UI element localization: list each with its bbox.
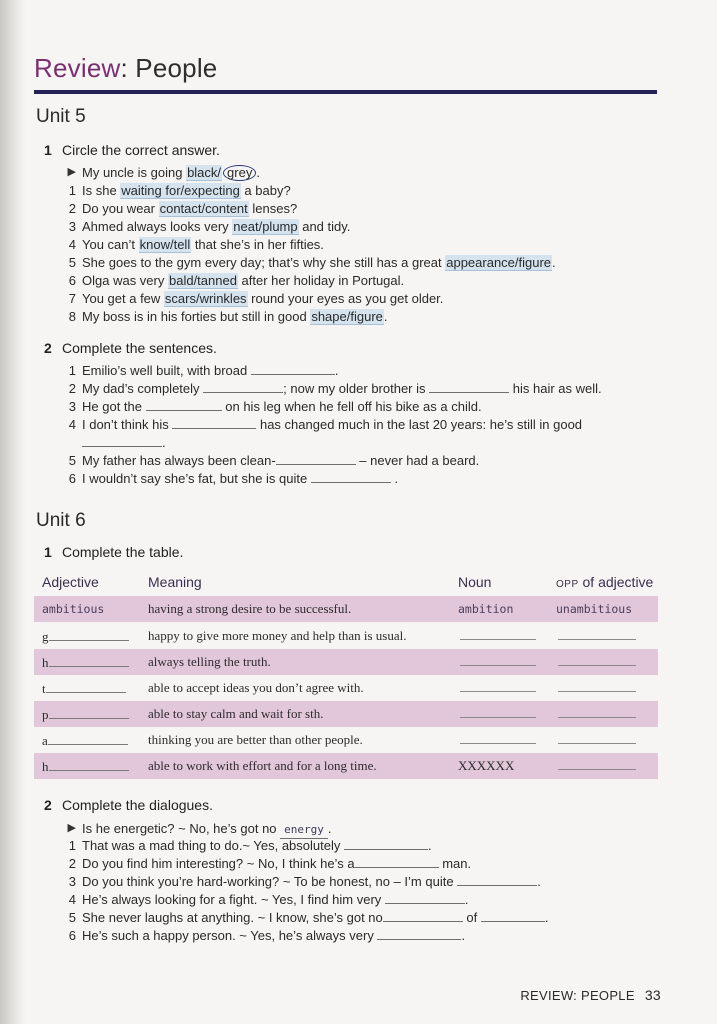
opposite-blank[interactable] xyxy=(558,717,636,718)
answer-blank[interactable] xyxy=(49,706,129,719)
item-number: 8 xyxy=(68,309,76,324)
table-row xyxy=(34,753,658,779)
adjective-first-letter: h xyxy=(42,759,49,774)
sentence-text: that she’s in her fifties. xyxy=(191,237,324,252)
meaning-cell: happy to give more money and help than is usual. xyxy=(148,628,407,643)
exercise-number: 1 xyxy=(44,544,52,560)
sentence-text: lenses? xyxy=(248,201,298,216)
sentence-text: She never laughs at anything. ~ I know, she’s got no xyxy=(82,910,383,925)
item-number: 4 xyxy=(68,237,76,252)
meaning-cell: able to work with effort and for a long time. xyxy=(148,758,377,773)
item-number: 4 xyxy=(68,417,76,432)
answer-options[interactable]: scars/wrinkles xyxy=(164,291,247,306)
noun-cell: XXXXXX xyxy=(458,758,515,773)
opposite-cell: unambitious xyxy=(556,602,633,616)
sentence-text: I don’t think his xyxy=(82,417,169,432)
table-row xyxy=(34,675,658,701)
answer-blank[interactable] xyxy=(146,398,222,411)
opp-rest: of adjective xyxy=(578,574,654,590)
adjective-cell[interactable] xyxy=(42,680,126,697)
item-number: 2 xyxy=(68,381,76,396)
sentence-text: Do you think you’re hard-working? ~ To be honest, no – I’m quite xyxy=(82,874,454,889)
table-row xyxy=(34,649,658,675)
page-title-first-word: Review xyxy=(34,53,121,83)
sentence-text: a baby? xyxy=(240,183,291,198)
meaning-cell: always telling the truth. xyxy=(148,654,271,669)
handwritten-answer[interactable]: energy xyxy=(280,825,328,839)
sentence-text: . xyxy=(464,892,469,907)
adjective-cell[interactable] xyxy=(42,706,129,723)
item-number: 6 xyxy=(68,928,76,943)
sentence-text: Do you find him interesting? ~ No, I think he’s a xyxy=(82,856,355,871)
unit6-ex1-heading xyxy=(44,544,183,560)
footer-section-label: REVIEW: PEOPLE xyxy=(520,988,635,1003)
table-row xyxy=(34,596,658,622)
meaning-cell: able to stay calm and wait for sth. xyxy=(148,706,324,721)
item-number: 6 xyxy=(68,471,76,486)
answer-blank[interactable] xyxy=(383,909,463,922)
item-number: 5 xyxy=(68,910,76,925)
sentence-text: . xyxy=(537,874,541,889)
sentence-text: Do you wear xyxy=(82,201,159,216)
item-number: 5 xyxy=(68,453,76,468)
answer-blank[interactable] xyxy=(429,380,509,393)
sentence-text: My dad’s completely xyxy=(82,381,200,396)
sentence-text: . xyxy=(327,821,332,836)
item-number: 3 xyxy=(68,219,76,234)
answer-blank[interactable] xyxy=(49,654,129,667)
sentence-text: . xyxy=(394,471,399,486)
item-number: 3 xyxy=(68,399,76,414)
sentence-text: Emilio’s well built, with broad xyxy=(82,363,248,378)
table-row xyxy=(34,701,658,727)
answer-blank[interactable] xyxy=(355,855,439,868)
sentence-text: – never had a beard. xyxy=(359,453,480,468)
adjective-first-letter: t xyxy=(42,681,46,696)
sentence-text: round your eyes as you get older. xyxy=(247,291,444,306)
answer-blank[interactable] xyxy=(344,837,428,850)
sentence-text: Olga was very xyxy=(82,273,168,288)
adjective-cell: ambitious xyxy=(42,602,105,616)
sentence-text: You get a few xyxy=(82,291,164,306)
item-number: 1 xyxy=(68,838,76,853)
item-number: 6 xyxy=(68,273,76,288)
answer-blank[interactable] xyxy=(377,927,461,940)
sentence-text: My father has always been clean- xyxy=(82,453,276,468)
sentence-text: . xyxy=(383,309,388,324)
exercise-number: 2 xyxy=(44,340,52,356)
opposite-blank[interactable] xyxy=(558,639,636,640)
sentence-text: Ahmed always looks very xyxy=(82,219,233,234)
answer-blank[interactable] xyxy=(276,452,356,465)
exercise-number: 1 xyxy=(44,142,52,158)
sentence-text: He got the xyxy=(82,399,142,414)
noun-blank[interactable] xyxy=(460,717,536,718)
sentence-text: and tidy. xyxy=(298,219,351,234)
answer-options[interactable]: shape/figure xyxy=(311,309,383,324)
unit6-heading: Unit 6 xyxy=(36,510,86,531)
answer-blank[interactable] xyxy=(457,873,537,886)
sentence-text: Is he energetic? ~ No, he’s got no xyxy=(82,821,277,836)
unit5-ex2-heading xyxy=(44,340,217,356)
adjective-first-letter: p xyxy=(42,707,49,722)
sentence-text: . xyxy=(544,910,549,925)
noun-blank[interactable] xyxy=(460,691,536,692)
page-title xyxy=(34,53,217,84)
exercise-number: 2 xyxy=(44,797,52,813)
sentence-text: . xyxy=(256,165,260,180)
sentence-text: My uncle is going xyxy=(82,165,187,180)
sentence-text: He’s always looking for a fight. ~ Yes, I find him very xyxy=(82,892,382,907)
sentence-text: Is she xyxy=(82,183,121,198)
adjective-cell[interactable] xyxy=(42,628,129,645)
sentence-text: of xyxy=(466,910,478,925)
meaning-cell: having a strong desire to be successful. xyxy=(148,601,352,616)
answer-blank[interactable] xyxy=(251,362,335,375)
sentence-text: on his leg when he fell off his bike as a child. xyxy=(225,399,482,414)
sentence-text: ; now my older brother is xyxy=(283,381,426,396)
exercise-instruction: Complete the sentences. xyxy=(62,340,217,356)
example-marker-icon: ▶ xyxy=(67,822,76,834)
sentence-text: You can’t xyxy=(82,237,139,252)
opposite-blank[interactable] xyxy=(558,743,636,744)
item-number: 1 xyxy=(68,183,76,198)
sentence-text: has changed much in the last 20 years: he’s still in good xyxy=(259,417,583,432)
sentence-text: . xyxy=(552,255,556,270)
sentence-text: My boss is in his forties but still in good xyxy=(82,309,311,324)
noun-cell: ambition xyxy=(458,602,514,616)
answer-blank[interactable] xyxy=(49,628,129,641)
adjective-cell[interactable] xyxy=(42,654,129,671)
page-title-rest: : People xyxy=(120,53,218,83)
sentence-text: his hair as well. xyxy=(512,381,602,396)
sentence-text: man. xyxy=(442,856,472,871)
sentence-text: I wouldn’t say she’s fat, but she is quite xyxy=(82,471,308,486)
unit6-ex2-heading xyxy=(44,797,213,813)
column-header-noun: Noun xyxy=(458,574,492,590)
sentence-text: . xyxy=(162,435,166,450)
item-number: 5 xyxy=(68,255,76,270)
circled-answer[interactable]: grey xyxy=(223,165,256,181)
answer-blank[interactable] xyxy=(49,758,129,771)
answer-blank[interactable] xyxy=(48,732,128,745)
sentence-text: That was a mad thing to do.~ Yes, absolutely xyxy=(82,838,341,853)
answer-options[interactable]: neat/plump xyxy=(233,219,298,234)
exercise-instruction: Complete the dialogues. xyxy=(62,797,213,813)
column-header-opposite xyxy=(556,574,653,590)
item-number: 1 xyxy=(68,363,76,378)
noun-blank[interactable] xyxy=(460,665,536,666)
adjective-cell[interactable] xyxy=(42,732,128,749)
item-number: 2 xyxy=(68,856,76,871)
answer-blank[interactable] xyxy=(172,416,256,429)
answer-blank[interactable] xyxy=(385,891,465,904)
item-number: 2 xyxy=(68,201,76,216)
unit5-ex2-item-4-continued xyxy=(82,434,166,451)
meaning-cell: thinking you are better than other people. xyxy=(148,732,363,747)
answer-options[interactable]: appearance/figure xyxy=(446,255,552,270)
meaning-cell: able to accept ideas you don’t agree with. xyxy=(148,680,364,695)
opposite-blank[interactable] xyxy=(558,665,636,666)
item-number: 3 xyxy=(68,874,76,889)
opposite-blank[interactable] xyxy=(558,769,636,770)
answer-options[interactable]: bald/tanned xyxy=(168,273,237,288)
column-header-meaning: Meaning xyxy=(148,574,202,590)
answer-options[interactable]: know/tell xyxy=(139,237,191,252)
sentence-text: She goes to the gym every day; that’s why she still has a great xyxy=(82,255,446,270)
answer-blank[interactable] xyxy=(481,909,545,922)
exercise-instruction: Complete the table. xyxy=(62,544,184,560)
example-marker-icon: ▶ xyxy=(67,166,76,178)
answer-blank[interactable] xyxy=(46,680,126,693)
unit5-ex1-heading xyxy=(44,142,220,158)
title-rule xyxy=(34,90,657,94)
page-footer xyxy=(520,987,661,1003)
adjective-cell[interactable] xyxy=(42,758,129,775)
sentence-text: . xyxy=(428,838,432,853)
item-number: 7 xyxy=(68,291,76,306)
page-number: 33 xyxy=(644,987,661,1003)
opp-abbrev: OPP xyxy=(556,579,579,590)
item-number: 4 xyxy=(68,892,76,907)
answer-options[interactable]: waiting for/expecting xyxy=(121,183,240,198)
noun-blank[interactable] xyxy=(460,743,536,744)
sentence-text: . xyxy=(461,928,466,943)
noun-blank[interactable] xyxy=(460,639,536,640)
answer-options[interactable]: contact/content xyxy=(159,201,248,216)
answer-options[interactable]: black/ xyxy=(187,165,222,180)
column-header-adjective: Adjective xyxy=(42,574,99,590)
table-row xyxy=(34,623,658,649)
sentence-text: after her holiday in Portugal. xyxy=(237,273,405,288)
adjective-first-letter: a xyxy=(42,733,48,748)
answer-blank[interactable] xyxy=(311,470,391,483)
answer-blank[interactable] xyxy=(203,380,283,393)
sentence-text: He’s such a happy person. ~ Yes, he’s always very xyxy=(82,928,374,943)
adjective-first-letter: g xyxy=(42,629,49,644)
exercise-instruction: Circle the correct answer. xyxy=(62,142,220,158)
sentence-text: . xyxy=(334,363,339,378)
opposite-blank[interactable] xyxy=(558,691,636,692)
adjective-first-letter: h xyxy=(42,655,49,670)
answer-blank[interactable] xyxy=(82,434,162,447)
table-row xyxy=(34,727,658,753)
unit5-heading: Unit 5 xyxy=(36,106,86,127)
